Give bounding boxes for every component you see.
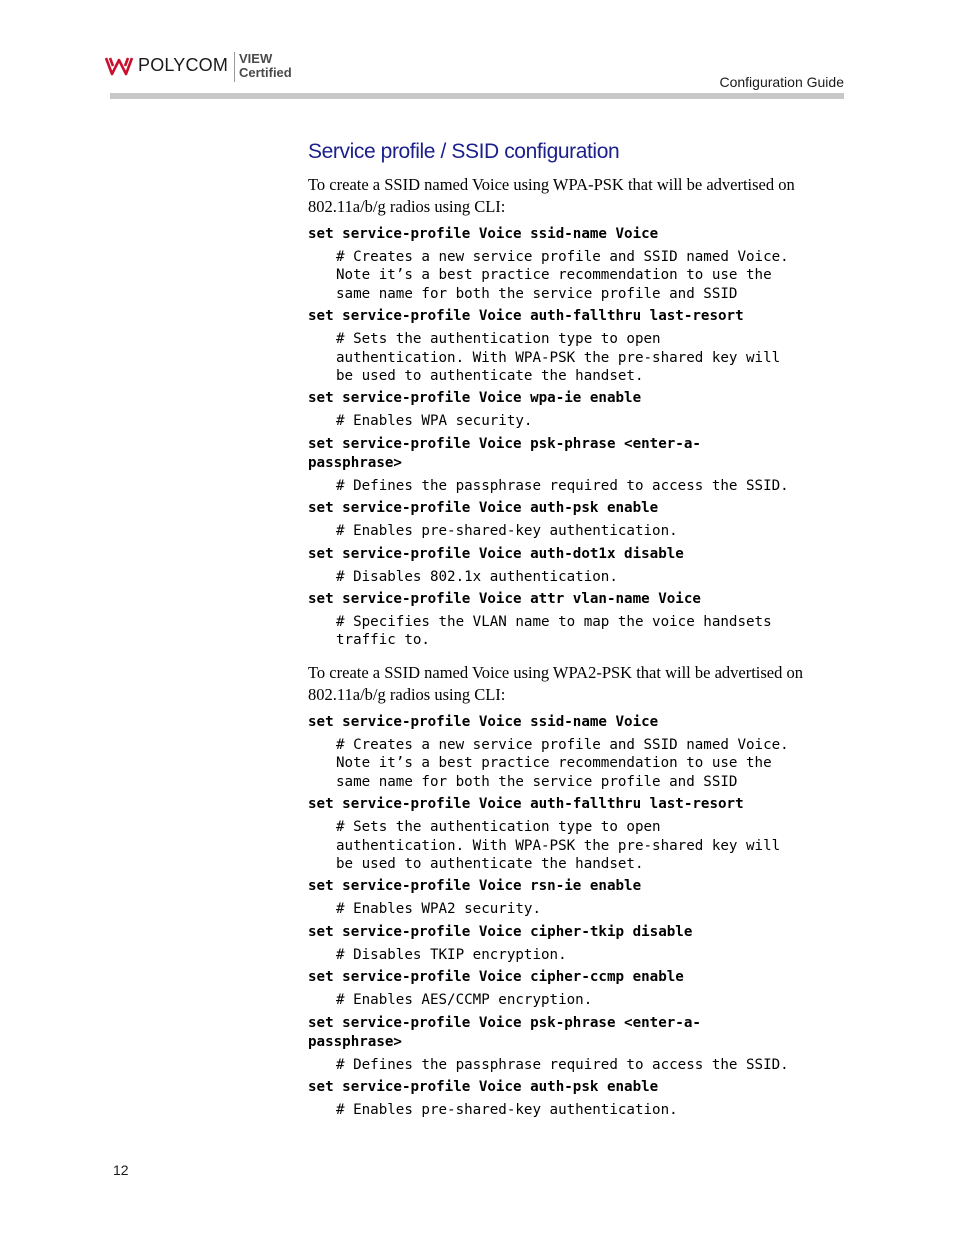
cli-command: set service-profile Voice psk-phrase <enter-a- passphrase> <box>308 1014 701 1050</box>
cli-command: set service-profile Voice auth-dot1x disable <box>308 545 684 562</box>
brand-divider <box>234 52 235 82</box>
cli-command: set service-profile Voice ssid-name Voice <box>308 226 659 242</box>
cli-command: set service-profile Voice rsn-ie enable <box>308 878 642 895</box>
cli-comment: # Creates a new service profile and SSID named Voice. Note it’s a best practice recommendation to use the same name for both the service profile and SSID <box>336 249 789 302</box>
cli-command: set service-profile Voice auth-psk enable <box>308 1078 659 1095</box>
cli-comment: # Enables AES/CCMP encryption. <box>336 992 593 1009</box>
badge-line-certified: Certified <box>239 65 292 80</box>
cli-comment: # Creates a new service profile and SSID named Voice. Note it’s a best practice recommendation to use the same name for both the service profile and SSID <box>336 736 789 790</box>
header-rule <box>110 93 844 99</box>
cli-command: set service-profile Voice psk-phrase <enter-a- passphrase> <box>308 435 701 471</box>
cli-command: set service-profile Voice wpa-ie enable <box>308 390 642 407</box>
view-certified-badge <box>239 52 292 80</box>
cli-comment: # Enables WPA security. <box>336 413 533 430</box>
wpa-intro: To create a SSID named Voice using WPA-PSK that will be advertised on 802.11a/b/g radios using CLI: <box>308 175 795 216</box>
guide-title: Configuration Guide <box>719 74 844 90</box>
cli-command: set service-profile Voice cipher-tkip disable <box>308 923 693 940</box>
polycom-logo-icon <box>104 54 134 78</box>
cli-comment: # Defines the passphrase required to access the SSID. <box>336 477 789 494</box>
cli-comment: # Sets the authentication type to open authentication. With WPA-PSK the pre-shared key will be used to authenticate the handset. <box>336 331 781 385</box>
section-gap <box>308 654 848 662</box>
cli-command: set service-profile Voice auth-psk enable <box>308 500 659 517</box>
brand-name: POLYCOM <box>138 55 229 75</box>
cli-comment: # Specifies the VLAN name to map the voice handsets traffic to. <box>336 614 772 649</box>
main-content <box>308 140 848 1123</box>
cli-comment: # Disables 802.1x authentication. <box>336 568 618 585</box>
cli-comment: # Enables pre-shared-key authentication. <box>336 1101 678 1118</box>
cli-command: set service-profile Voice auth-fallthru last-resort <box>308 308 744 325</box>
cli-command: set service-profile Voice ssid-name Voice <box>308 713 659 730</box>
cli-comment: # Enables WPA2 security. <box>336 901 541 918</box>
cli-comment: # Enables pre-shared-key authentication. <box>336 523 678 540</box>
cli-comment: # Defines the passphrase required to access the SSID. <box>336 1056 789 1073</box>
page-number: 12 <box>113 1162 129 1178</box>
wpa2-steps <box>308 713 848 1119</box>
cli-comment: # Sets the authentication type to open authentication. With WPA-PSK the pre-shared key will be used to authenticate the handset. <box>336 819 781 872</box>
cli-command: set service-profile Voice attr vlan-name Voice <box>308 591 701 608</box>
cli-command: set service-profile Voice auth-fallthru last-resort <box>308 796 744 813</box>
cli-command: set service-profile Voice cipher-ccmp enable <box>308 969 684 986</box>
wpa2-intro: To create a SSID named Voice using WPA2-PSK that will be advertised on 802.11a/b/g radios using CLI: <box>308 662 803 704</box>
cli-comment: # Disables TKIP encryption. <box>336 946 567 963</box>
badge-line-view: VIEW <box>239 51 273 66</box>
wpa-steps <box>308 225 848 650</box>
section-title: Service profile / SSID configuration <box>308 140 620 163</box>
